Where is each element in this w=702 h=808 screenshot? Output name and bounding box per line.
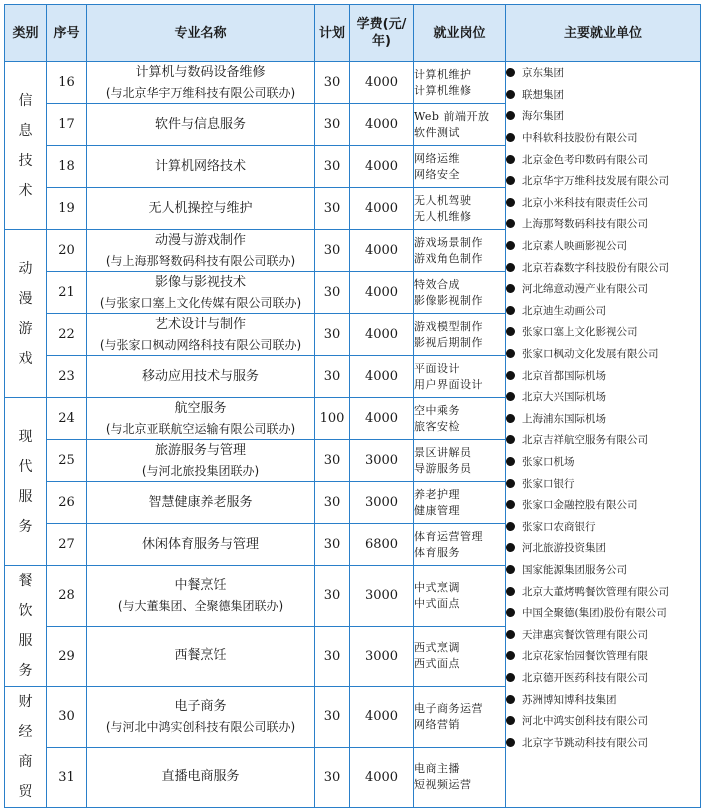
category-cell [5,687,47,808]
tuition-cell: 3000 [350,482,414,524]
major-name: 艺术设计与制作 [154,316,246,332]
position-line: 网络安全 [414,167,460,181]
header-category: 类别 [5,5,47,62]
employer-name: 河北中鸿实创科技有限公司 [522,715,648,728]
employer-item [506,688,700,710]
bullet-icon [506,565,515,574]
plan-cell: 30 [315,230,350,272]
plan-cell: 30 [315,356,350,398]
plan-cell: 100 [315,398,350,440]
position-cell [414,230,506,272]
header-plan: 计划 [315,5,350,62]
employer-item [506,84,700,106]
position-line: 体育服务 [414,545,460,559]
major-partner: (与河北旅投集团联办) [141,463,260,478]
employer-name: 海尔集团 [522,110,564,123]
employer-name: 北京德开医药科技有限公司 [522,671,648,684]
employer-name: 国家能源集团服务公司 [522,563,627,576]
position-cell [414,62,506,104]
employer-item [506,127,700,149]
major-cell [87,566,315,627]
tuition-cell: 4000 [350,230,414,272]
bullet-icon [506,392,515,401]
employer-item [506,105,700,127]
employer-item [506,580,700,602]
major-cell [87,272,315,314]
plan-cell: 30 [315,566,350,627]
employer-item [506,343,700,365]
employer-item [506,710,700,732]
position-line: 健康管理 [414,503,460,517]
position-line: 电商主播 [414,762,460,776]
position-line: 西式面点 [414,657,460,671]
category-cell [5,62,47,230]
seq-cell: 28 [47,566,87,627]
position-line: 无人机驾驶 [414,193,472,207]
employer-name: 苏洲博知博科技集团 [522,693,617,706]
position-cell [414,146,506,188]
employer-item [506,602,700,624]
bullet-icon [506,522,515,531]
employer-item [506,472,700,494]
bullet-icon [506,695,515,704]
employer-item [506,494,700,516]
employer-item [506,515,700,537]
plan-cell: 30 [315,482,350,524]
bullet-icon [506,716,515,725]
position-line: 平面设计 [414,361,460,375]
category-cell [5,230,47,398]
position-line: 特效合成 [414,277,460,291]
header-position: 就业岗位 [414,5,506,62]
major-cell [87,482,315,524]
plan-cell: 30 [315,104,350,146]
position-line: 中式面点 [414,596,460,610]
major-name: 电子商务 [174,698,227,714]
position-line: 网络营销 [414,717,460,731]
seq-cell: 29 [47,626,87,687]
major-partner: (与张家口枫动网络科技有限公司联办) [99,337,302,352]
employer-item [506,559,700,581]
employer-name: 天津惠宾餐饮管理有限公司 [522,628,648,641]
employer-name: 北京小米科技有限责任公司 [522,196,648,209]
position-line: 景区讲解员 [414,445,472,459]
seq-cell: 27 [47,524,87,566]
category-label: 餐饮服务 [18,573,33,679]
major-partner: (与上海那弩数码科技有限公司联办) [105,253,296,268]
position-cell [414,440,506,482]
majors-table [4,4,701,808]
plan-cell: 30 [315,146,350,188]
tuition-cell: 4000 [350,398,414,440]
employer-item [506,213,700,235]
position-cell [414,104,506,146]
major-name: 中餐烹饪 [174,577,227,593]
bullet-icon [506,111,515,120]
employer-item [506,321,700,343]
header-employers: 主要就业单位 [506,5,701,62]
employer-item [506,278,700,300]
employer-item [506,256,700,278]
bullet-icon [506,155,515,164]
tuition-cell: 4000 [350,747,414,808]
employer-name: 张家口金融控股有限公司 [522,499,638,512]
major-cell [87,356,315,398]
plan-cell: 30 [315,188,350,230]
position-cell [414,566,506,627]
tuition-cell: 4000 [350,146,414,188]
employer-name: 张家口农商银行 [522,520,596,533]
seq-cell: 17 [47,104,87,146]
bullet-icon [506,500,515,509]
major-partner: (与河北中鸿实创科技有限公司联办) [105,719,296,734]
position-cell [414,482,506,524]
major-cell [87,747,315,808]
position-line: 影像影视制作 [414,293,483,307]
position-line: 游戏模型制作 [414,319,483,333]
position-cell [414,687,506,748]
bullet-icon [506,371,515,380]
seq-cell: 21 [47,272,87,314]
tuition-cell: 4000 [350,356,414,398]
position-line: 养老护理 [414,487,460,501]
seq-cell: 18 [47,146,87,188]
position-cell [414,188,506,230]
bullet-icon [506,68,515,77]
major-name: 影像与影视技术 [154,274,246,290]
employer-name: 上海那弩数码科技有限公司 [522,218,648,231]
bullet-icon [506,651,515,660]
tuition-cell: 4000 [350,188,414,230]
employer-item [506,300,700,322]
bullet-icon [506,673,515,682]
major-name: 计算机与数码设备维修 [135,64,266,80]
header-seq: 序号 [47,5,87,62]
employer-item [506,62,700,84]
employer-name: 北京迪生动画公司 [522,304,606,317]
bullet-icon [506,414,515,423]
plan-cell: 30 [315,314,350,356]
employer-item [506,148,700,170]
position-line: 空中乘务 [414,403,460,417]
bullet-icon [506,133,515,142]
header-tuition: 学费(元/年) [350,5,414,62]
table-row [5,62,701,104]
position-line: 西式烹调 [414,641,460,655]
category-cell [5,566,47,687]
employer-item [506,364,700,386]
bullet-icon [506,349,515,358]
position-cell [414,356,506,398]
seq-cell: 24 [47,398,87,440]
position-line: Web 前端开放 [414,109,490,123]
position-cell [414,272,506,314]
bullet-icon [506,630,515,639]
category-label: 现代服务 [18,428,33,535]
bullet-icon [506,263,515,272]
plan-cell: 30 [315,747,350,808]
position-cell [414,398,506,440]
employer-name: 北京花家怡园餐饮管理有限 [522,650,648,663]
major-name: 西餐烹饪 [174,648,227,664]
major-cell [87,314,315,356]
major-partner: (与北京亚联航空运输有限公司联办) [105,421,296,436]
header-major: 专业名称 [87,5,315,62]
employer-name: 中国全聚德(集团)股份有限公司 [522,607,667,620]
employer-item [506,170,700,192]
major-name: 休闲体育服务与管理 [141,536,259,552]
header-row [5,5,701,62]
employer-name: 北京华宇万维科技发展有限公司 [522,175,669,188]
seq-cell: 16 [47,62,87,104]
employer-item [506,731,700,753]
seq-cell: 22 [47,314,87,356]
employers-cell [506,62,701,808]
employer-name: 北京素人映画影视公司 [522,240,627,253]
bullet-icon [506,543,515,552]
table-body [5,62,701,808]
employer-item [506,235,700,257]
bullet-icon [506,219,515,228]
employer-item [506,429,700,451]
position-line: 计算机维修 [414,83,472,97]
seq-cell: 25 [47,440,87,482]
plan-cell: 30 [315,626,350,687]
employer-name: 北京吉祥航空服务有限公司 [522,434,648,447]
bullet-icon [506,457,515,466]
employer-name: 张家口塞上文化影视公司 [522,326,638,339]
position-cell [414,314,506,356]
employer-item [506,192,700,214]
employer-item [506,451,700,473]
employer-name: 河北旅游投资集团 [522,542,606,555]
plan-cell: 30 [315,687,350,748]
tuition-cell: 4000 [350,62,414,104]
employer-name: 张家口机场 [522,455,575,468]
tuition-cell: 3000 [350,626,414,687]
seq-cell: 23 [47,356,87,398]
bullet-icon [506,176,515,185]
major-partner: (与大董集团、全聚德集团联办) [117,598,284,613]
position-cell [414,626,506,687]
employer-item [506,386,700,408]
major-cell [87,62,315,104]
major-name: 动漫与游戏制作 [154,232,246,248]
employer-name: 河北绵意动漫产业有限公司 [522,283,648,296]
major-cell [87,626,315,687]
major-cell [87,104,315,146]
major-cell [87,687,315,748]
employer-name: 上海浦东国际机场 [522,412,606,425]
tuition-cell: 4000 [350,272,414,314]
seq-cell: 20 [47,230,87,272]
bullet-icon [506,608,515,617]
major-cell [87,146,315,188]
position-line: 电子商务运营 [414,701,483,715]
major-name: 智慧健康养老服务 [148,494,253,510]
tuition-cell: 6800 [350,524,414,566]
employer-item [506,645,700,667]
position-line: 网络运维 [414,151,460,165]
bullet-icon [506,198,515,207]
plan-cell: 30 [315,440,350,482]
seq-cell: 19 [47,188,87,230]
position-line: 用户界面设计 [414,377,483,391]
tuition-cell: 4000 [350,104,414,146]
plan-cell: 30 [315,524,350,566]
employer-name: 北京大董烤鸭餐饮管理有限公司 [522,585,669,598]
position-line: 游戏场景制作 [414,235,483,249]
tuition-cell: 3000 [350,440,414,482]
position-line: 游戏角色制作 [414,251,483,265]
major-name: 无人机操控与维护 [148,200,253,216]
category-label: 动漫游戏 [18,260,33,367]
category-label: 财经商贸 [18,694,33,800]
bullet-icon [506,587,515,596]
tuition-cell: 4000 [350,687,414,748]
employer-name: 北京首都国际机场 [522,369,606,382]
employer-item [506,667,700,689]
seq-cell: 31 [47,747,87,808]
major-partner: (与北京华宇万维科技有限公司联办) [105,85,296,100]
major-partner: (与张家口塞上文化传媒有限公司联办) [99,295,302,310]
employer-item [506,623,700,645]
seq-cell: 26 [47,482,87,524]
major-cell [87,440,315,482]
employer-name: 中科软科技股份有限公司 [522,132,638,145]
bullet-icon [506,90,515,99]
major-name: 直播电商服务 [161,769,240,785]
employer-name: 张家口枫动文化发展有限公司 [522,348,659,361]
position-line: 中式烹调 [414,580,460,594]
position-cell [414,747,506,808]
major-name: 软件与信息服务 [154,116,246,132]
major-cell [87,398,315,440]
major-name: 旅游服务与管理 [154,442,246,458]
category-cell [5,398,47,566]
bullet-icon [506,284,515,293]
major-name: 航空服务 [174,400,227,416]
bullet-icon [506,327,515,336]
major-cell [87,188,315,230]
bullet-icon [506,435,515,444]
major-cell [87,230,315,272]
employer-name: 北京大兴国际机场 [522,391,606,404]
bullet-icon [506,241,515,250]
position-line: 软件测试 [414,125,460,139]
position-cell [414,524,506,566]
major-name: 移动应用技术与服务 [141,368,259,384]
tuition-cell: 3000 [350,566,414,627]
employer-item [506,408,700,430]
position-line: 计算机维护 [414,67,472,81]
major-name: 计算机网络技术 [154,158,246,174]
plan-cell: 30 [315,62,350,104]
employer-name: 北京字节跳动科技有限公司 [522,736,648,749]
position-line: 影视后期制作 [414,335,483,349]
tuition-cell: 4000 [350,314,414,356]
position-line: 无人机维修 [414,209,472,223]
category-label: 信息技术 [18,92,33,199]
bullet-icon [506,738,515,747]
bullet-icon [506,479,515,488]
position-line: 旅客安检 [414,419,460,433]
position-line: 体育运营管理 [414,529,483,543]
employer-name: 联想集团 [522,88,564,101]
major-cell [87,524,315,566]
employer-item [506,537,700,559]
employer-name: 北京若森数字科技股份有限公司 [522,261,669,274]
employer-name: 京东集团 [522,67,564,80]
employer-name: 北京金色考印数码有限公司 [522,153,648,166]
seq-cell: 30 [47,687,87,748]
bullet-icon [506,306,515,315]
position-line: 导游服务员 [414,461,472,475]
employer-name: 张家口银行 [522,477,575,490]
position-line: 短视频运营 [414,778,472,792]
plan-cell: 30 [315,272,350,314]
